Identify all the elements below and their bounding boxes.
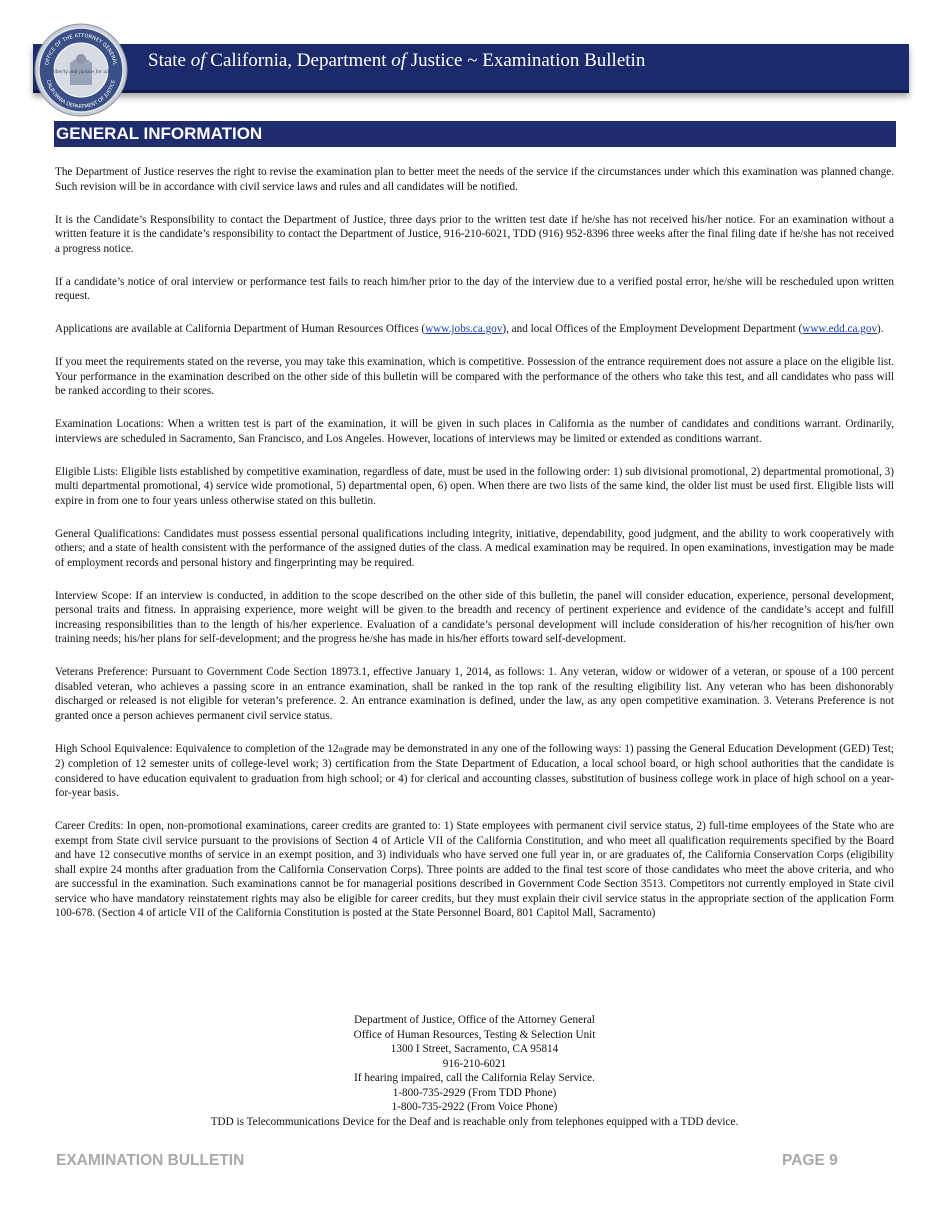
paragraph-high-school: High School Equivalence: Equivalence to completion of the 12thgrade may be demonstrated in any one of the following ways: 1) passing the General Education Development (GED) Test; 2) completion of 12 semester units of college-level work; 3) certification from the State Department of Education, a local school board, or high school authorities that the candidate is considered to have education equivalent to graduation from high school; or 4) for clerical and accounting classes, substitution of business college work in place of high school on a year-for-year basis. bbox=[55, 742, 894, 799]
paragraph-competitive: If you meet the requirements stated on the reverse, you may take this examination, which is competitive. Possession of the entrance requirement does not assure a place on the eligible list. Your performance in the examination described on the other side of this bulletin will be compared with the performance of the others who take this test, and all candidates who pass will be ranked according to their scores. bbox=[55, 356, 894, 397]
paragraph-interview-scope: Interview Scope: If an interview is conducted, in addition to the scope described on the other side of this bulletin, the panel will consider education, experience, personal development, personal traits and fitness. In appraising experience, more weight will be given to the breadth and recency of pertinent experience and evidence of the candidate’s accept and fulfill increasing responsibilities than to the length of his/her experience. Evaluation of a candidate’s personal development will include consideration of his/her recognition of his/her own training needs; his/her plans for self-development; and the progress he/she has made in his/her efforts toward self-development. bbox=[55, 589, 894, 645]
paragraph-qualifications: General Qualifications: Candidates must possess essential personal qualifications including integrity, initiative, dependability, good judgment, and the ability to work cooperatively with others; and a state of health consistent with the performance of the assigned duties of the class. A medical examination may be required. In open examinations, investigation may be made of employment records and personal history and fingerprinting may be required. bbox=[55, 527, 894, 569]
paragraph-locations: Examination Locations: When a written test is part of the examination, it will be given in such places in California as the number of candidates and conditions warrant. Ordinarily, interviews are scheduled in Sacramento, San Francisco, and Los Angeles. However, locations of interviews may be limited or extended as conditions warrant. bbox=[55, 418, 894, 445]
svg-text:liberty and justice for all: liberty and justice for all bbox=[52, 70, 110, 75]
contact-line: 1-800-735-2922 (From Voice Phone) bbox=[391, 1101, 558, 1113]
section-title: GENERAL INFORMATION bbox=[56, 124, 263, 143]
jobs-link[interactable]: www.jobs.ca.gov bbox=[425, 323, 503, 335]
footer-label: EXAMINATION BULLETIN bbox=[56, 1152, 245, 1169]
svg-text:CALIFORNIA DEPARTMENT OF JUSTI: CALIFORNIA DEPARTMENT OF JUSTICE bbox=[44, 79, 118, 111]
svg-text:OFFICE OF THE ATTORNEY GENERAL: OFFICE OF THE ATTORNEY GENERAL bbox=[44, 32, 118, 66]
paragraph-eligible-lists: Eligible Lists: Eligible lists established by competitive examination, regardless of date, must be used in the following order: 1) sub divisional promotional, 2) departmental promotional, 3) multi departmental promotional, 4) service wide promotional, 5) departmental open, 6) open. When there are two lists of the same kind, the older list must be used first. Eligible lists will expire in from one to four years unless otherwise stated on this bulletin. bbox=[55, 465, 894, 507]
paragraph-responsibility: It is the Candidate’s Responsibility to contact the Department of Justice, three days prior to the written test date if he/she has not received his/her notice. For an examination without a written feature it is the candidate’s responsibility to contact the Department of Justice, 916-210-6021, TDD (916) 952-8396 three weeks after the final filing date if he/she has not received a progress notice. bbox=[55, 213, 894, 255]
bulletin-title: State of California, Department of Justice ~ Examination Bulletin bbox=[148, 50, 646, 71]
contact-line: 1-800-735-2929 (From TDD Phone) bbox=[392, 1086, 557, 1099]
paragraph-career-credits: Career Credits: In open, non-promotional examinations, career credits are granted to: 1) State employees with permanent civil service status, 2) full-time employees of the State who are exempt from State civil service pursuant to the provisions of Section 4 of Article VII of the California Constitution, and who meet all qualification requirements specified by the Board and have 12 consecutive months of service in an exempt position, and 3) individuals who have served one full year in, or are graduates of, the California Conservation Corps (eligibility shall expire 24 months after graduation from the California Conservation Corps). Three points are added to the final test score of those candidates who meet the above criteria, and who are successful in the examination. Such examinations cannot be for managerial positions described in Government Code Section 3513. Competitors not currently employed in State civil service who have mandatory reinstatement rights may also be eligible for career credits, but they must explain their civil service status in the appropriate section of the application Form 100-678. (Section 4 of article VII of the California Constitution is posted at the State Personnel Board, 801 Capitol Mall, Sacramento) bbox=[55, 820, 894, 919]
contact-line: TDD is Telecommunications Device for the Deaf and is reachable only from telephones equipped with a TDD device. bbox=[210, 1115, 739, 1128]
general-information-body bbox=[55, 165, 894, 939]
contact-line: Department of Justice, Office of the Attorney General bbox=[354, 1014, 595, 1026]
paragraph-applications: Applications are available at California Department of Human Resources Offices (www.jobs.ca.gov), and local Offices of the Employment Development Department (www.edd.ca.gov). bbox=[55, 323, 884, 335]
doj-seal-icon bbox=[34, 23, 128, 117]
paragraph-revision: The Department of Justice reserves the right to revise the examination plan to better meet the needs of the service if the circumstances under which this examination was planned change. Such revision will be in accordance with civil service laws and rules and all candidates will be notified. bbox=[55, 166, 894, 193]
paragraph-veterans: Veterans Preference: Pursuant to Government Code Section 18973.1, effective January 1, 2014, as follows: 1. Any veteran, widow or widower of a veteran, or spouse of a 100 percent disabled veteran, who achieves a passing score in an entrance examination, shall be ranked in the top rank of the resulting eligibility list. Any veteran who has been dishonorably discharged or released is not eligible for veteran’s preference. 2. An entrance examination is defined, under the law, as any open competitive examination. 3. Veterans Preference is not granted once a person achieves permanent civil service status. bbox=[55, 666, 894, 722]
paragraph-notice: If a candidate’s notice of oral interview or performance test fails to reach him/her prior to the day of the interview due to a verified postal error, he/she will be rescheduled upon written request. bbox=[55, 275, 894, 302]
page-number: PAGE 9 bbox=[782, 1152, 838, 1169]
contact-line: 916-210-6021 bbox=[442, 1057, 507, 1070]
edd-link[interactable]: www.edd.ca.gov bbox=[802, 323, 878, 335]
contact-line: 1300 I Street, Sacramento, CA 95814 bbox=[390, 1043, 559, 1055]
contact-block bbox=[55, 1013, 894, 1129]
contact-line: If hearing impaired, call the California Relay Service. bbox=[354, 1072, 595, 1084]
contact-line: Office of Human Resources, Testing & Selection Unit bbox=[353, 1028, 596, 1041]
